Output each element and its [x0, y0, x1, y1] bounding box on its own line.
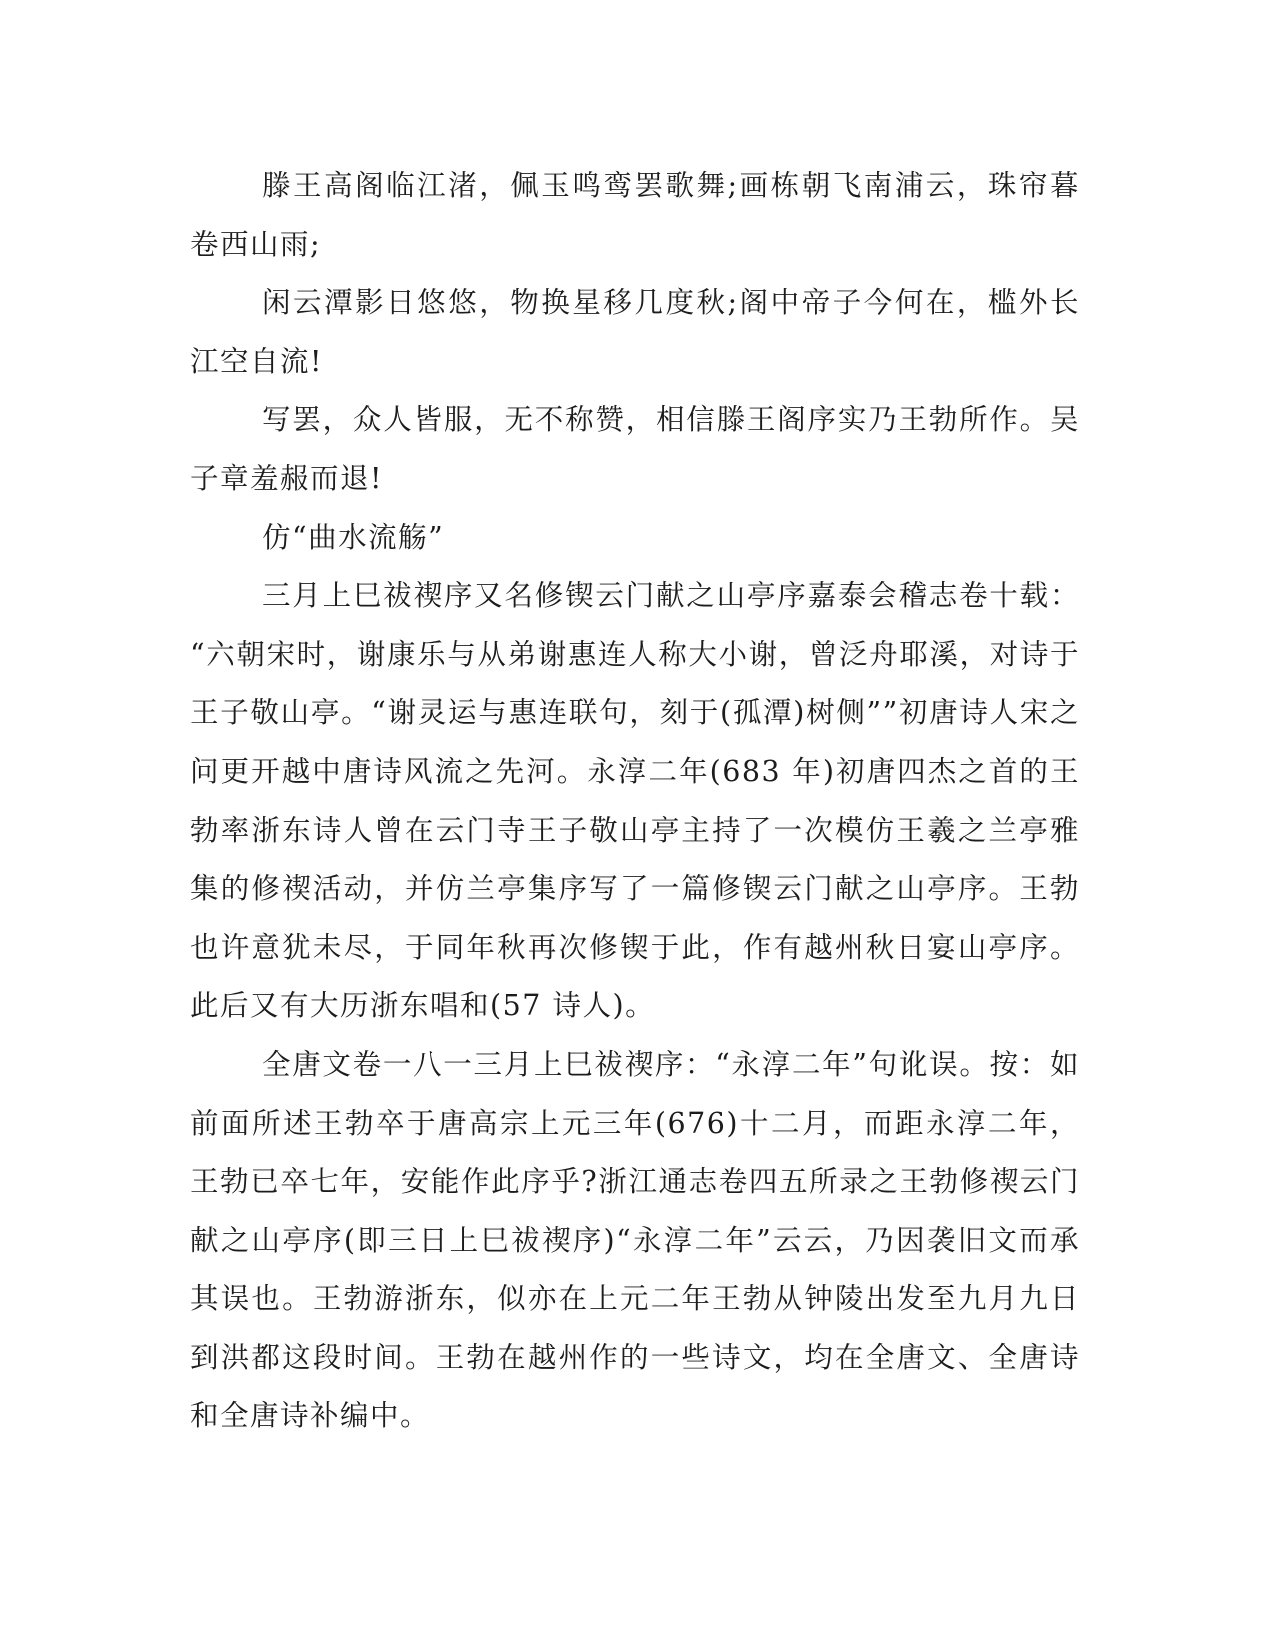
poem-stanza-1: 滕王高阁临江渚，佩玉鸣鸾罢歌舞;画栋朝飞南浦云，珠帘暮卷西山雨; — [190, 169, 1080, 261]
document-body — [190, 157, 1080, 1446]
poem-stanza-2: 闲云潭影日悠悠，物换星移几度秋;阁中帝子今何在，槛外长江空自流! — [190, 286, 1080, 378]
paragraph-history: 三月上巳祓禊序又名修锲云门献之山亭序嘉泰会稽志卷十载：“六朝宋时，谢康乐与从弟谢惠连人称大小谢，曾泛舟耶溪，对诗于王子敬山亭。“谢灵运与惠连联句，刻于(孤潭)树侧””初唐诗人宋之问更开越中唐诗风流之先河。永淳二年(683 年)初唐四杰之首的王勃率浙东诗人曾在云门寺王子敬山亭主持了一次模仿王羲之兰亭雅集的修禊活动，并仿兰亭集序写了一篇修锲云门献之山亭序。王勃也许意犹未尽，于同年秋再次修锲于此，作有越州秋日宴山亭序。此后又有大历浙东唱和(57 诗人)。 — [190, 579, 1080, 1023]
section-heading: 仿“曲水流觞” — [262, 520, 445, 554]
paragraph-conclusion: 写罢，众人皆服，无不称赞，相信滕王阁序实乃王勃所作。吴子章羞赧而退! — [190, 403, 1080, 495]
paragraph-correction: 全唐文卷一八一三月上巳祓禊序：“永淳二年”句讹误。按：如前面所述王勃卒于唐高宗上元三年(676)十二月，而距永淳二年，王勃已卒七年，安能作此序乎?浙江通志卷四五所录之王勃修禊云门献之山亭序(即三日上巳祓禊序)“永淳二年”云云，乃因袭旧文而承其误也。王勃游浙东，似亦在上元二年王勃从钟陵出发至九月九日到洪都这段时间。王勃在越州作的一些诗文，均在全唐文、全唐诗和全唐诗补编中。 — [190, 1047, 1080, 1433]
